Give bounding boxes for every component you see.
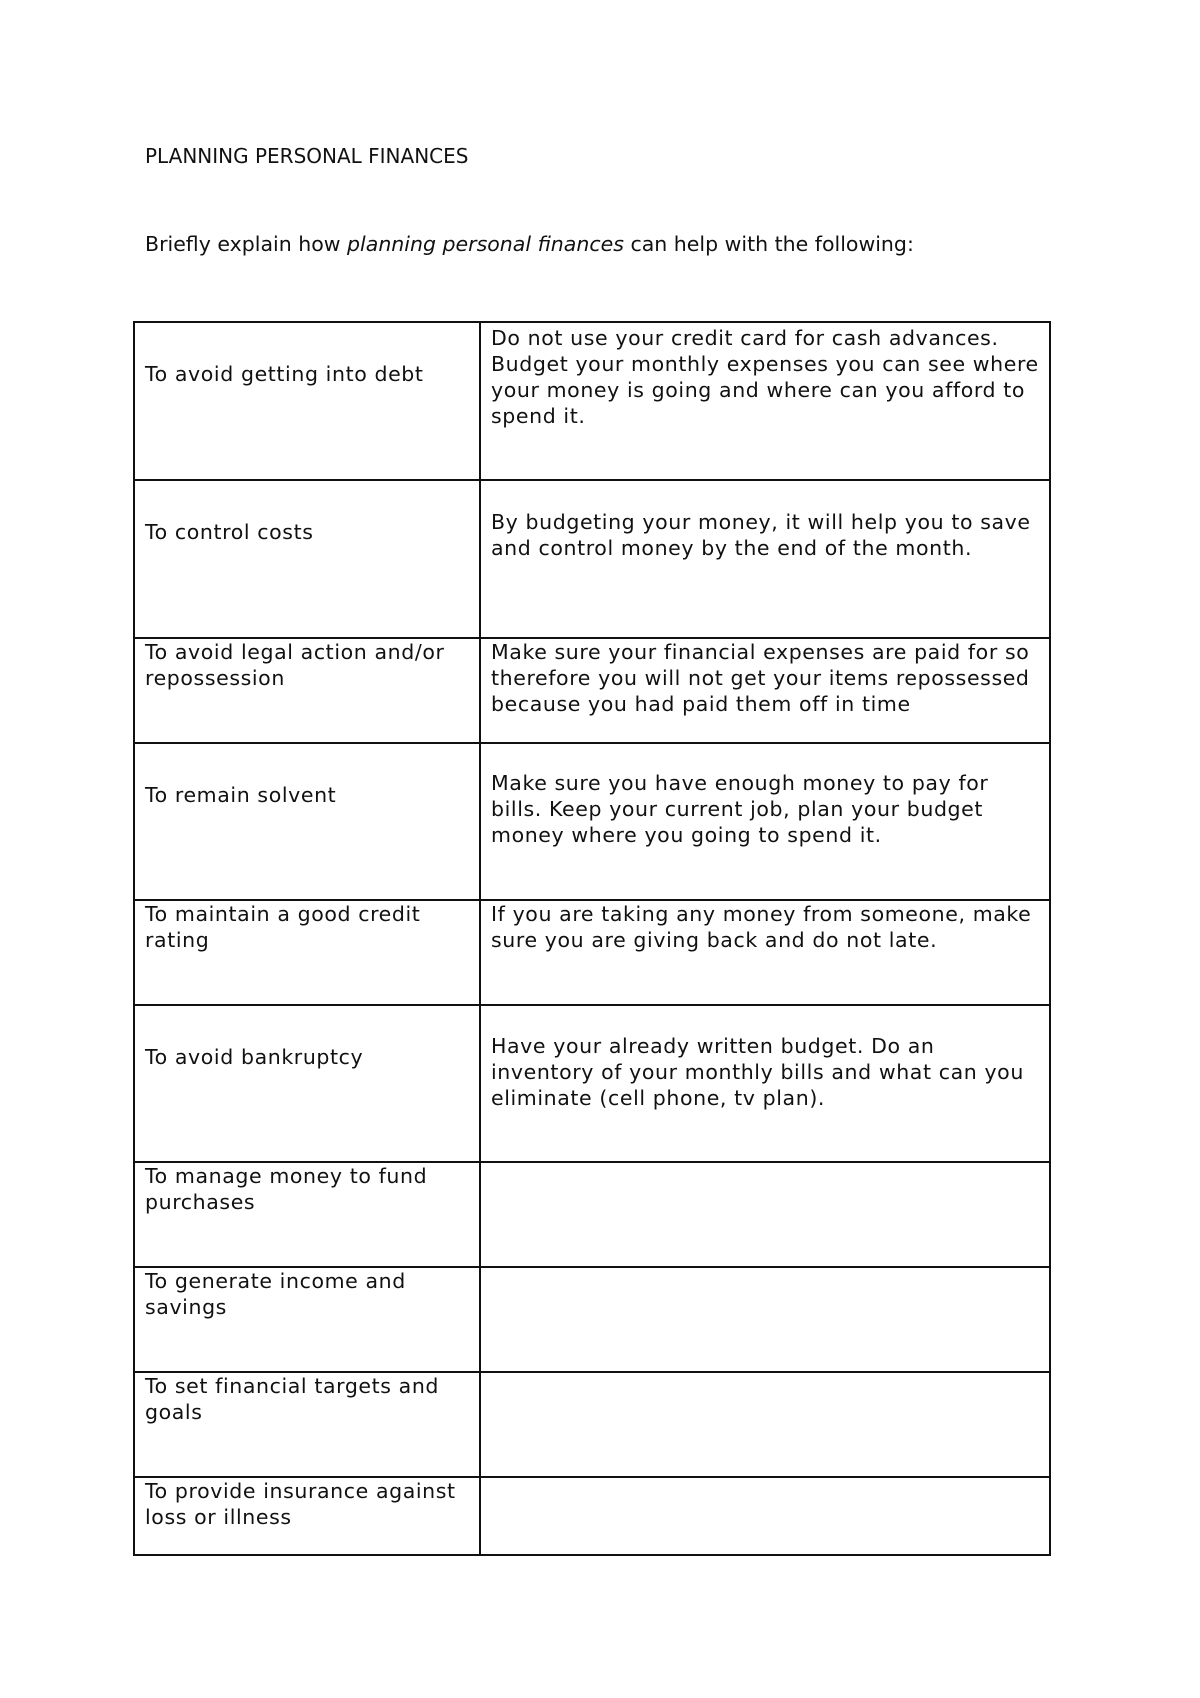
table-row (134, 1372, 1050, 1477)
answer-cell (480, 1267, 1050, 1372)
answer-cell: Make sure you have enough money to pay for bills. Keep your current job, plan your budget money where you going to spend it. (480, 743, 1050, 900)
topic-cell: To remain solvent (134, 743, 480, 900)
page-title: PLANNING PERSONAL FINANCES (145, 144, 469, 168)
table-row (134, 1477, 1050, 1555)
topic-cell: To maintain a good credit rating (134, 900, 480, 1005)
instructions-prefix: Briefly explain how (145, 232, 348, 256)
table-row (134, 1005, 1050, 1162)
instructions-suffix: can help with the following: (623, 232, 914, 256)
topic-cell: To generate income and savings (134, 1267, 480, 1372)
topic-cell: To provide insurance against loss or illness (134, 1477, 480, 1555)
answer-cell: By budgeting your money, it will help you to save and control money by the end of the month. (480, 480, 1050, 638)
topic-cell: To avoid legal action and/or repossession (134, 638, 480, 743)
table-row (134, 322, 1050, 480)
table-row (134, 480, 1050, 638)
answer-cell (480, 1162, 1050, 1267)
table-row (134, 1267, 1050, 1372)
answer-cell (480, 1372, 1050, 1477)
instructions-emphasis: planning personal finances (347, 232, 624, 256)
answer-cell: Do not use your credit card for cash advances. Budget your monthly expenses you can see where your money is going and where can you afford to spend it. (480, 322, 1050, 480)
table-row (134, 900, 1050, 1005)
topic-cell: To set financial targets and goals (134, 1372, 480, 1477)
answer-cell: Have your already written budget. Do an inventory of your monthly bills and what can you eliminate (cell phone, tv plan). (480, 1005, 1050, 1162)
answer-cell: If you are taking any money from someone, make sure you are giving back and do not late. (480, 900, 1050, 1005)
table-row (134, 1162, 1050, 1267)
answer-cell: Make sure your financial expenses are paid for so therefore you will not get your items repossessed because you had paid them off in time (480, 638, 1050, 743)
topic-cell: To avoid getting into debt (134, 322, 480, 480)
table-row (134, 638, 1050, 743)
topic-cell: To manage money to fund purchases (134, 1162, 480, 1267)
topic-cell: To avoid bankruptcy (134, 1005, 480, 1162)
table-row (134, 743, 1050, 900)
instructions (145, 232, 914, 256)
finance-table (133, 321, 1051, 1556)
topic-cell: To control costs (134, 480, 480, 638)
answer-cell (480, 1477, 1050, 1555)
